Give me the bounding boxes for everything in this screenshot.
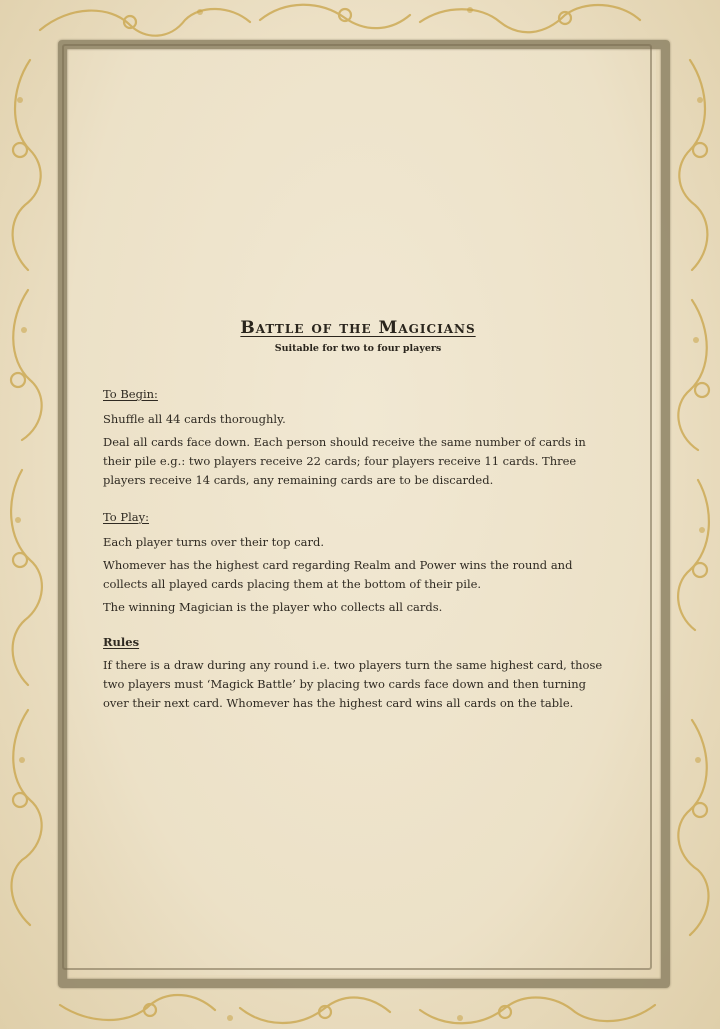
- section-heading-to-begin: To Begin:: [103, 387, 158, 401]
- section-heading-to-play: To Play:: [103, 510, 149, 524]
- section-to-play: [103, 509, 613, 617]
- section-heading-rules: Rules: [103, 635, 140, 649]
- document-title: Battle of the Magicians: [240, 318, 476, 338]
- section-to-begin: [103, 386, 613, 490]
- document-subtitle: Suitable for two to four players: [274, 343, 442, 354]
- paragraph: Each player turns over their top card.: [103, 535, 325, 549]
- paragraph: The winning Magician is the player who collects all cards.: [103, 600, 443, 614]
- document-content: [103, 316, 613, 713]
- paragraph: Deal all cards face down. Each person should receive the same number of cards in their pile e.g.: two players receive 22 cards; four players receive 11 cards. Three players receive 14 cards, any remaining cards are to be discarded.: [103, 435, 586, 487]
- paragraph: Shuffle all 44 cards thoroughly.: [103, 412, 286, 426]
- paragraph: If there is a draw during any round i.e. two players turn the same highest card, those two players must ‘Magick Battle’ by placing two cards face down and then turning over their next card. Whomever has the highest card wins all cards on the table.: [103, 658, 603, 710]
- section-rules: [103, 634, 613, 713]
- paragraph: Whomever has the highest card regarding Realm and Power wins the round and collects all played cards placing them at the bottom of their pile.: [103, 558, 573, 591]
